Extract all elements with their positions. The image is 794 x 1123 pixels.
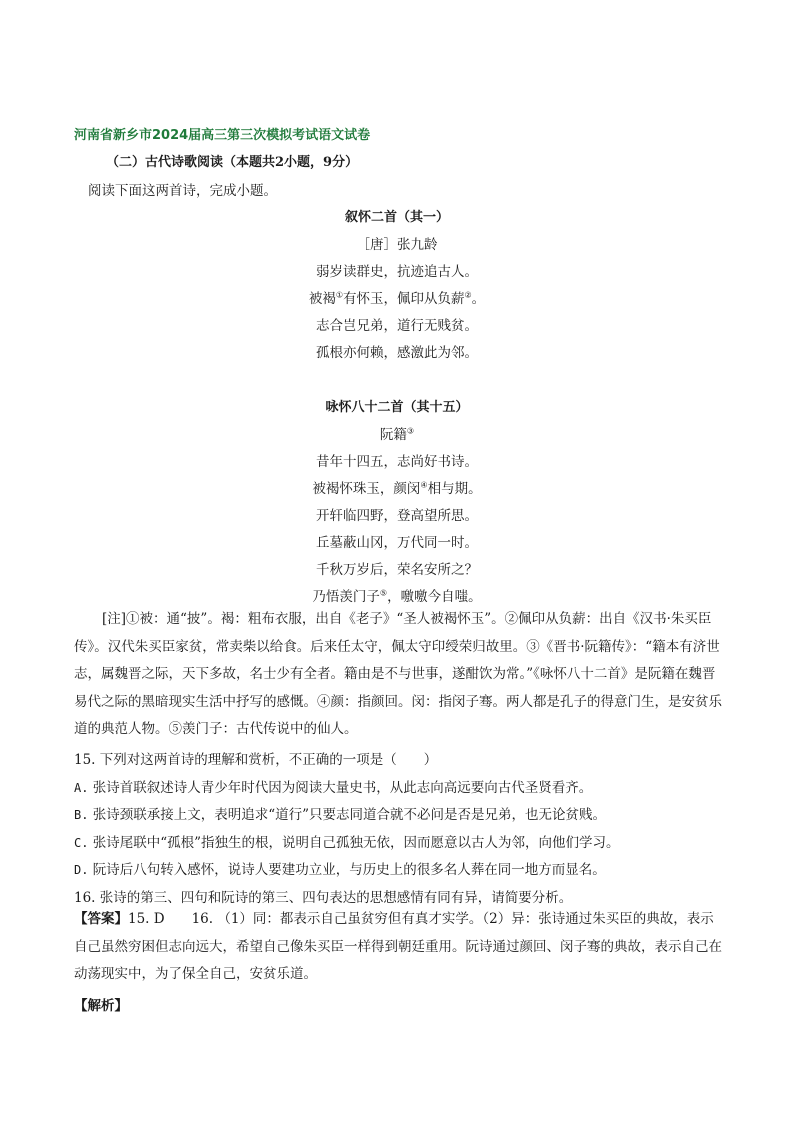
poem2-line: 昔年十四五，志尚好书诗。 [316,454,478,470]
document-title: 河南省新乡市2024届高三第三次模拟考试语文试卷 [74,128,371,143]
poem1-line2-text: 被褐 [308,291,336,307]
notes-paragraph [74,606,724,744]
option-label: B. [74,808,89,822]
poem1-line: 孤根亦何赖，感激此为邻。 [316,345,478,361]
question-15: 15. 下列对这两首诗的理解和赏析，不正确的一项是（ ） [74,752,438,768]
poem2-title: 咏怀八十二首（其十五） [325,400,469,415]
poem1-line2-text: 。 [471,291,486,307]
answer-paragraph [74,906,724,989]
analysis-label: 【解析】 [74,998,128,1014]
poem1-author: ［唐］张九龄 [356,237,438,253]
poem1-line: 弱岁读群史，抗迹追古人。 [316,264,478,280]
section-heading: （二）古代诗歌阅读（本题共2小题，9分） [106,155,359,170]
note-marker: ④ [420,480,428,490]
poem1-line2-text: 有怀玉，佩印从负薪 [343,291,465,307]
instruction-text: 阅读下面这两首诗，完成小题。 [88,183,277,199]
poem2-author [0,423,794,443]
answer-text: 15. D 16. （1）同：都表示自己虽贫穷但有真才实学。（2）异：张诗通过朱买臣的典故，表示自己虽然穷困但志向远大，希望自己像朱买臣一样得到朝廷重用。阮诗通过颜回、闵子骞的典故，表示自己在动荡现实中，为了保全自己，安贫乐道。 [74,911,722,982]
note-marker: ③ [406,426,415,436]
poem2-line2-text: 被褐怀珠玉，颜闵 [312,481,421,497]
option-label: A. [74,781,89,795]
poem1-title: 叙怀二首（其一） [344,210,449,225]
option-label: D. [74,863,89,877]
poem2-line6-text: 乃悟羡门子 [312,589,380,605]
notes-text: [注]①被：通“披”。褐：粗布衣服，出自《老子》“圣人被褐怀玉”。②佩印从负薪：出自《汉书·朱买臣传》。汉代朱买臣家贫，常卖柴以给食。后来任太守，佩太守印绶荣归故里。③《晋书·阮籍传》：“籍本有济世志，属魏晋之际，天下多故，名士少有全者。籍由是不与世事，遂酣饮为常。”《咏怀八十二首》是阮籍在魏晋易代之际的黑暗现实生活中抒写的感慨。④颜：指颜回。闵：指闵子骞。两人都是孔子的得意门生，是安贫乐道的典范人物。⑤羡门子：古代传说中的仙人。 [74,611,722,737]
question-16: 16. 张诗的第三、四句和阮诗的第三、四句表达的思想感情有同有异，请简要分析。 [74,890,573,906]
poem2-line [0,585,794,605]
note-marker: ⑤ [379,588,388,598]
poem2-line: 开轩临四野，登高望所思。 [316,508,478,524]
option-text: 张诗首联叙述诗人青少年时代因为阅读大量史书，从此志向高远要向古代圣贤看齐。 [92,780,593,796]
poem2-line: 千秋万岁后，荣名安所之？ [316,562,478,578]
note-marker: ① [335,290,343,300]
poem2-line6-text: ，噭噭今自嗤。 [387,589,482,605]
poem1-line [0,287,794,307]
option-text: 张诗尾联中“孤根”指独生的根，说明自己孤独无依，因而愿意以古人为邻，向他们学习。 [92,835,620,851]
note-marker: ② [464,290,472,300]
analysis-tag [74,994,128,1014]
option-b [74,803,606,823]
option-text: 阮诗后八句转入感怀，说诗人要建功立业，与历史上的很多名人葬在同一地方而显名。 [92,862,606,878]
option-label: C. [74,836,89,850]
poem1-line: 志合岂兄弟，道行无贱贫。 [316,318,478,334]
option-c [74,831,620,851]
answer-tag: 【答案】 [74,911,128,927]
option-d [74,858,606,878]
option-a [74,776,592,796]
option-text: 张诗颈联承接上文，表明追求“道行”只要志同道合就不必问是否是兄弟，也无论贫贱。 [92,807,607,823]
poem2-author-name: 阮籍 [379,427,407,443]
poem2-line [0,477,794,497]
poem2-line2-text: 相与期。 [427,481,482,497]
poem2-line: 丘墓蔽山冈，万代同一时。 [316,535,478,551]
